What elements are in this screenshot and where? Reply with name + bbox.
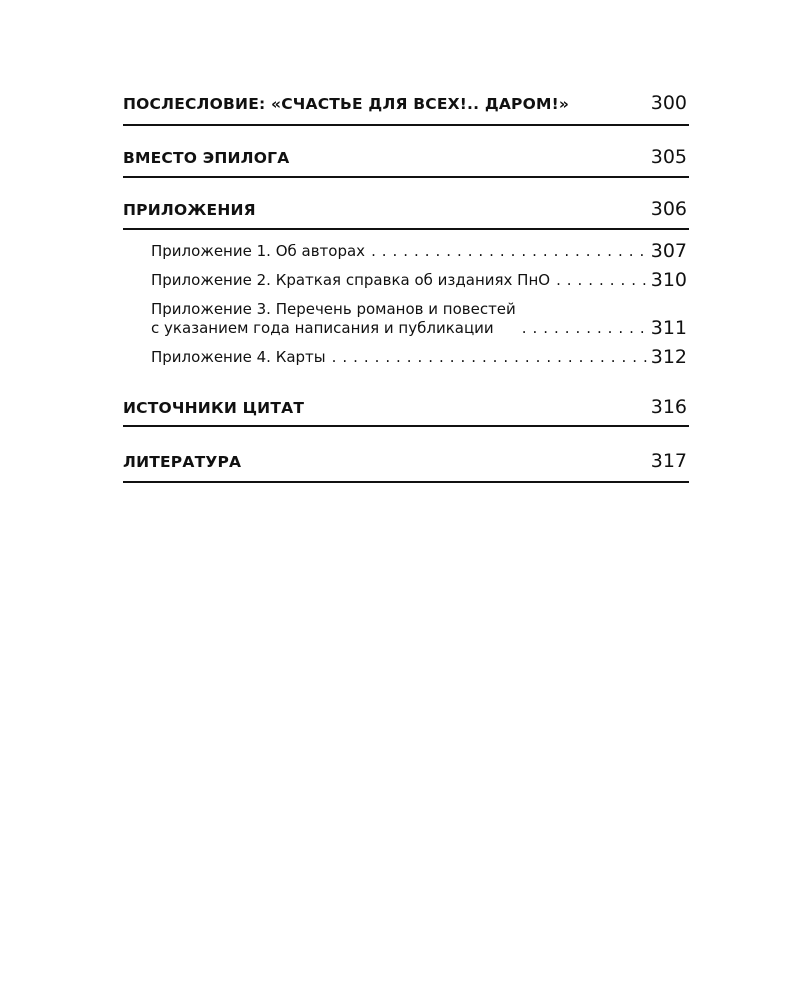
appendix-page-number: 307 xyxy=(650,240,687,262)
section-page-number: 300 xyxy=(650,92,687,114)
toc-section-appendices[interactable] xyxy=(123,178,689,230)
section-page-number: 316 xyxy=(650,396,687,418)
toc-appendix-4[interactable] xyxy=(151,348,689,367)
section-title: ВМЕСТО ЭПИЛОГА xyxy=(123,149,290,167)
appendix-list xyxy=(123,230,689,385)
dot-leader xyxy=(522,319,647,338)
toc-section-afterword[interactable] xyxy=(123,88,689,126)
section-page-number: 317 xyxy=(650,450,687,472)
appendix-title: Приложение 4. Карты xyxy=(151,348,326,366)
appendix-title: Приложение 1. Об авторах xyxy=(151,242,366,260)
toc-appendix-3[interactable] xyxy=(151,300,689,338)
appendix-page-number: 311 xyxy=(650,317,687,339)
section-page-number: 305 xyxy=(650,146,687,168)
appendix-title: Приложение 2. Краткая справка об изданиях ПнО xyxy=(151,271,551,289)
dot-leader xyxy=(371,242,647,261)
section-title: ИСТОЧНИКИ ЦИТАТ xyxy=(123,399,305,417)
toc-row xyxy=(123,126,689,176)
toc-section-literature[interactable] xyxy=(123,427,689,483)
appendix-title: Приложение 3. Перечень романов и повестей с указанием года написания и публикации xyxy=(151,300,516,337)
dot-leader xyxy=(332,348,647,367)
toc-section-quote-sources[interactable] xyxy=(123,385,689,427)
section-title: ЛИТЕРАТУРА xyxy=(123,453,242,471)
section-page-number: 306 xyxy=(650,198,687,220)
dot-leader xyxy=(556,271,647,290)
toc-section-instead-of-epilogue[interactable] xyxy=(123,126,689,178)
toc-row xyxy=(123,427,689,481)
toc-row xyxy=(123,385,689,425)
toc-appendix-1[interactable] xyxy=(151,242,689,261)
toc-row xyxy=(123,178,689,228)
appendix-page-number: 310 xyxy=(650,269,687,291)
section-title: ПОСЛЕСЛОВИЕ: «СЧАСТЬЕ ДЛЯ ВСЕХ!.. ДАРОМ!» xyxy=(123,95,570,113)
toc-appendix-2[interactable] xyxy=(151,271,689,290)
toc-row xyxy=(123,88,689,122)
table-of-contents xyxy=(123,88,689,483)
appendix-page-number: 312 xyxy=(650,346,687,368)
section-title: ПРИЛОЖЕНИЯ xyxy=(123,201,256,219)
